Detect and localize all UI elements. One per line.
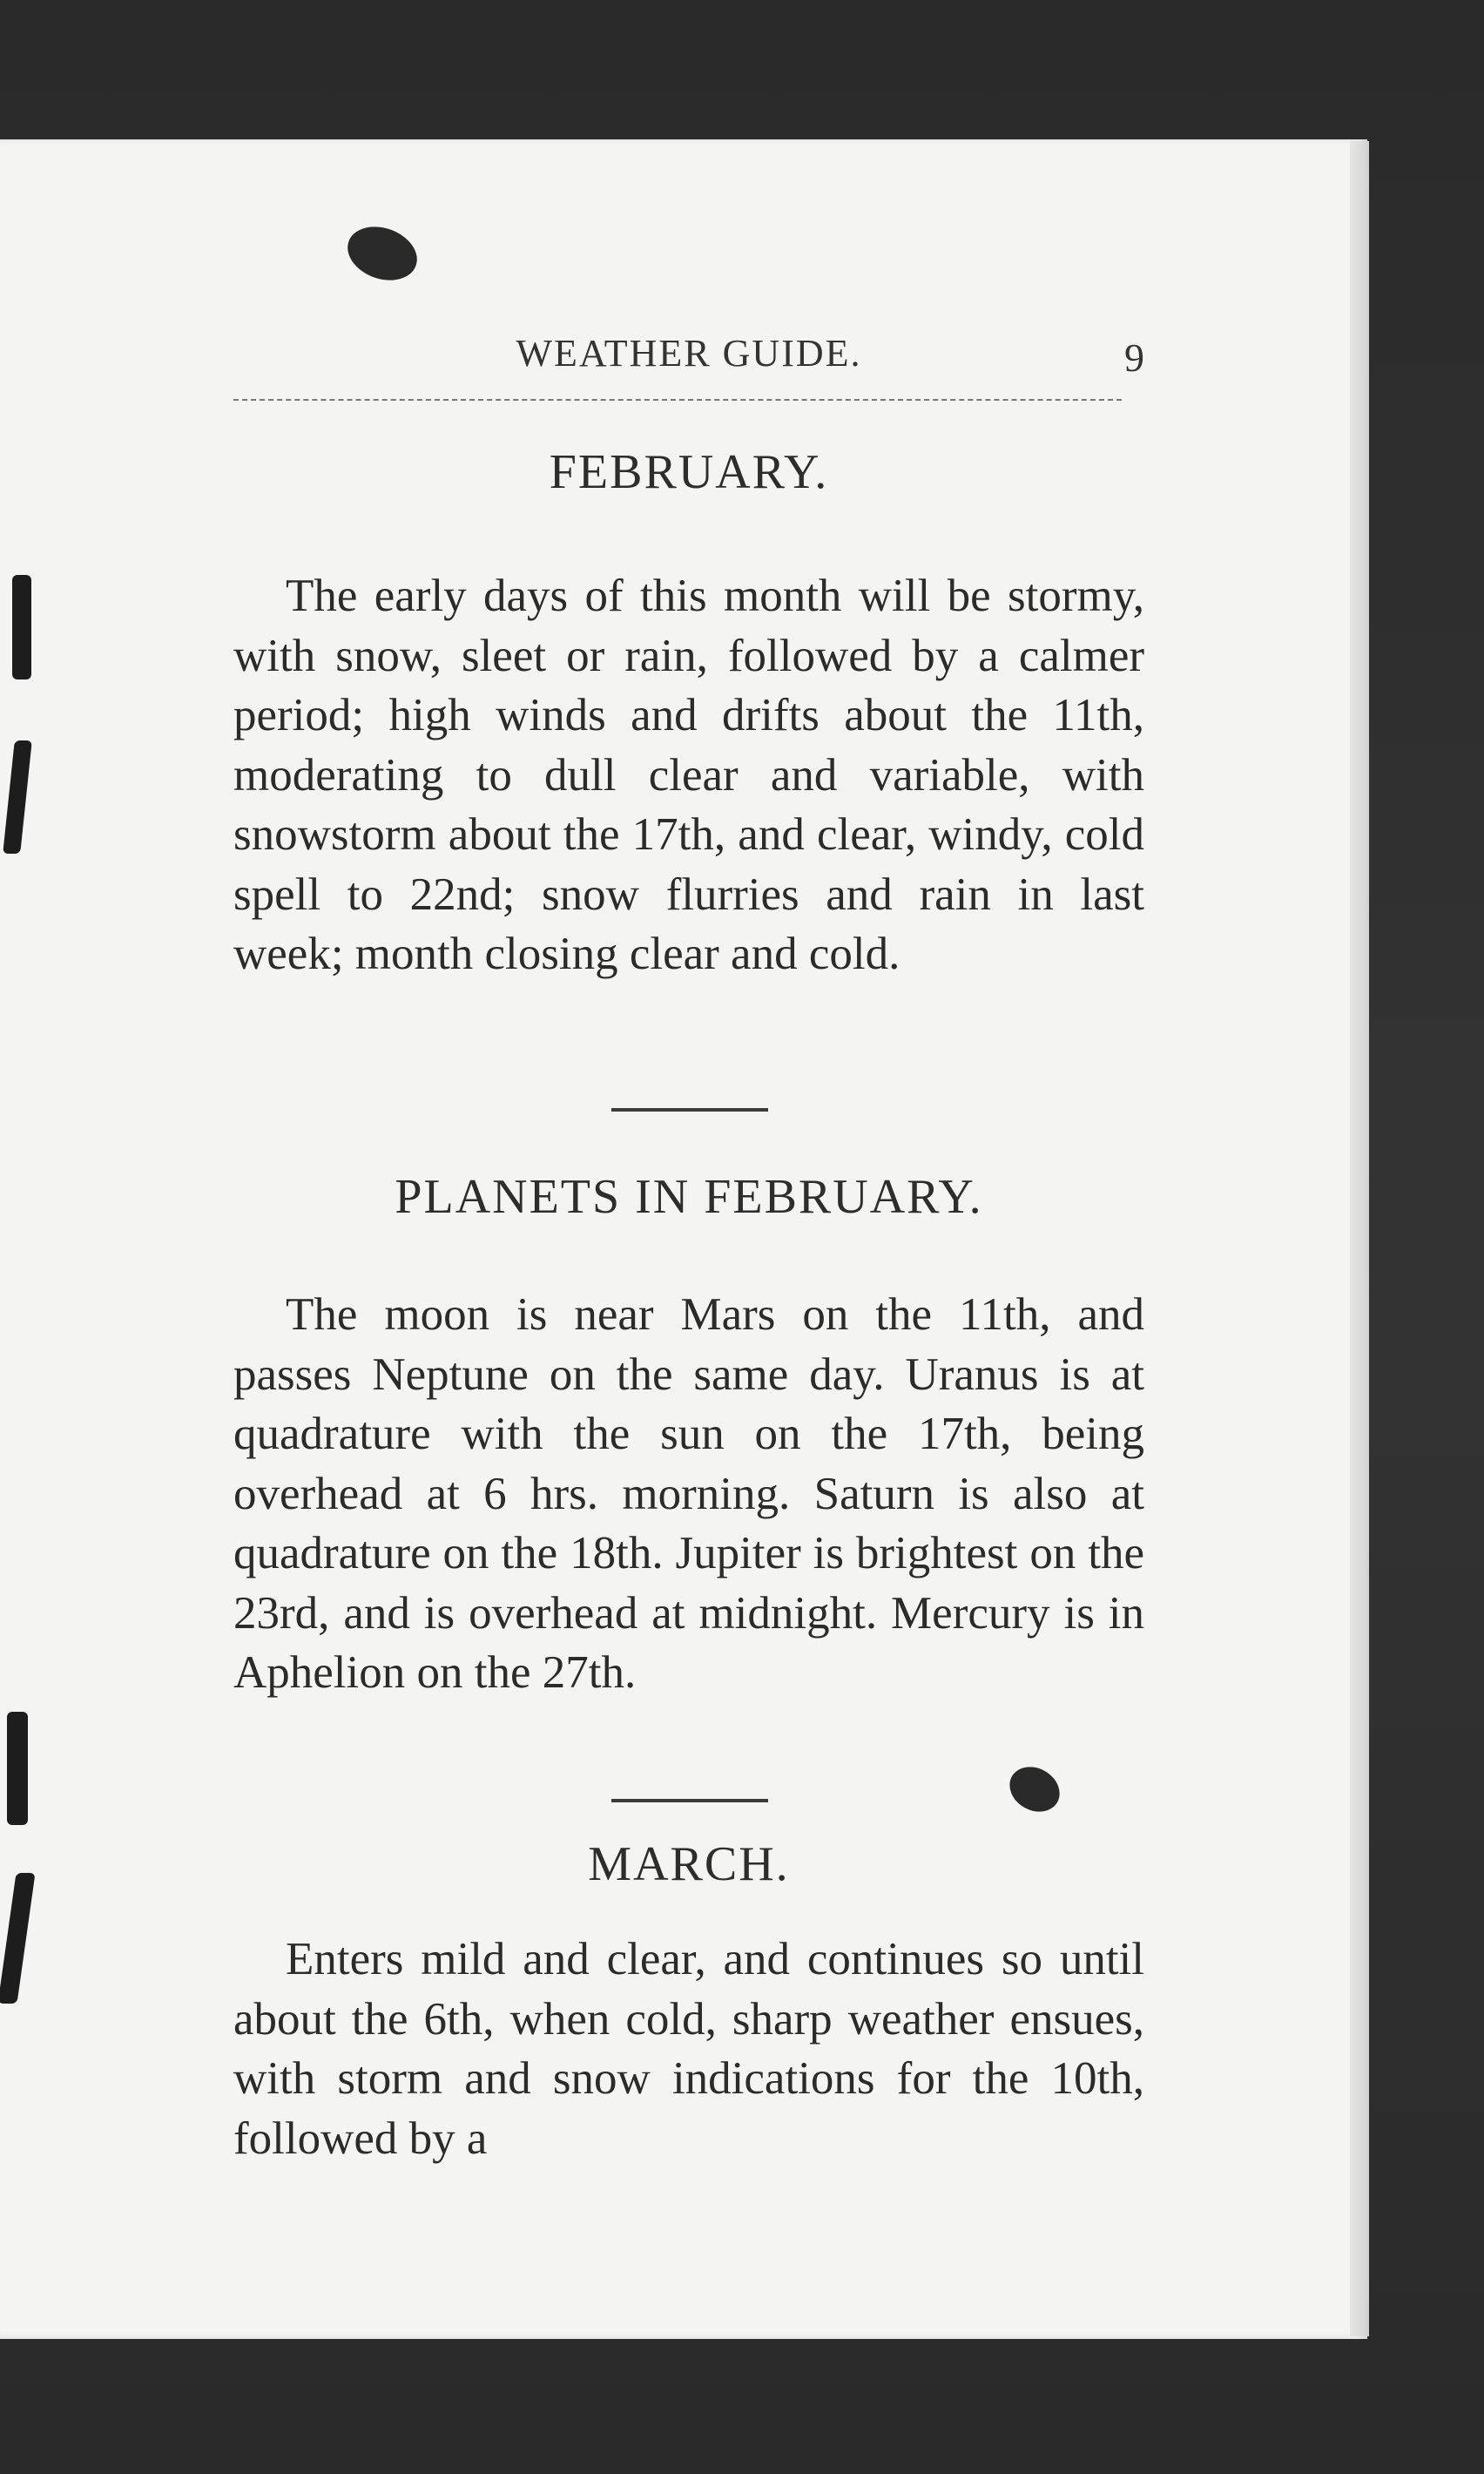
section-text-march: Enters mild and clear, and continues so until about the 6th, when cold, sharp weather ensues, with storm and snow indications for the 10th, followed by a <box>233 1934 1144 2164</box>
page-edge <box>1350 141 1369 2336</box>
section-text-february: The early days of this month will be stormy, with snow, sleet or rain, followed by a calmer period; high winds and drifts about the 11th, moderating to dull clear and variable, with snowstorm about the 17th, and clear, windy, cold spell to 22nd; snow flurries and rain in last week; month closing clear and cold. <box>233 571 1144 979</box>
section-divider <box>611 1108 768 1112</box>
running-head-title: WEATHER GUIDE. <box>516 332 862 375</box>
section-heading-planets: PLANETS IN FEBRUARY. <box>395 1170 983 1224</box>
header-rule <box>233 399 1122 401</box>
page-number: 9 <box>1124 335 1146 380</box>
binding-stitch <box>7 1712 28 1825</box>
section-heading-february: FEBRUARY. <box>549 445 829 499</box>
running-head <box>233 331 1144 383</box>
section-heading-march: MARCH. <box>588 1837 790 1891</box>
section-divider <box>611 1799 768 1802</box>
section-text-planets: The moon is near Mars on the 11th, and passes Neptune on the same day. Uranus is at quadrature with the sun on the 17th, being overhead at 6 hrs. morning. Saturn is also at quadrature on the 18th. Jupiter is brightest on the 23rd, and is overhead at midnight. Mercury is in Aphelion on the 27th. <box>233 1289 1144 1698</box>
binding-stitch <box>12 575 31 679</box>
